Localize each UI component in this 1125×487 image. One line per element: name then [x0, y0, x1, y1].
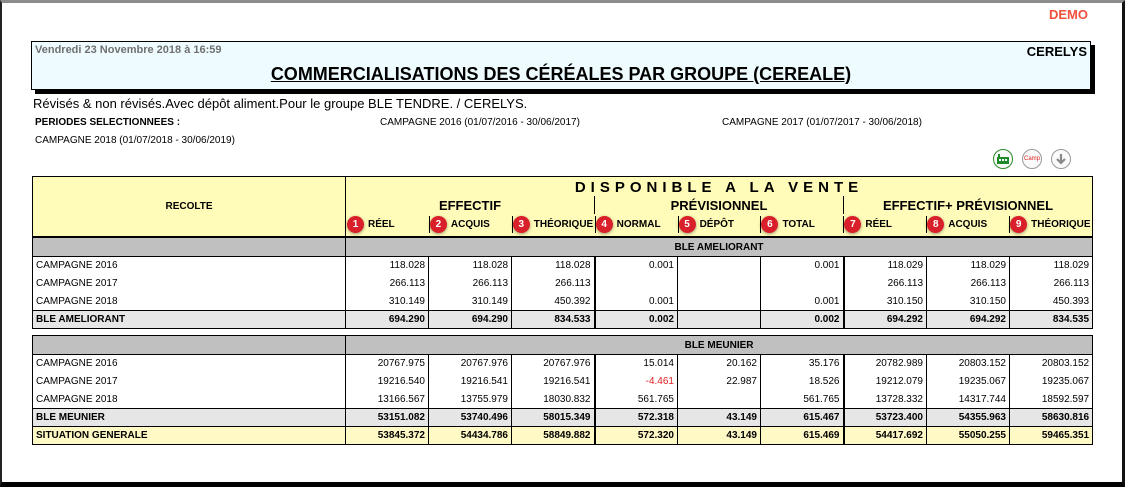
cell-value: 22.987 — [678, 373, 761, 391]
column-number-badge: 3 — [513, 216, 530, 233]
cell-value: 118.029 — [1010, 257, 1093, 275]
cell-value: 58849.882 — [512, 427, 595, 445]
column-headers — [346, 214, 1093, 236]
report-header — [31, 41, 1091, 90]
row-label: SITUATION GENERALE — [33, 427, 346, 445]
period-item: CAMPAGNE 2017 (01/07/2017 - 30/06/2018) — [722, 117, 922, 128]
recolte-header: RECOLTE — [33, 177, 346, 237]
subtotal-row — [33, 409, 1093, 427]
cell-value: 43.149 — [678, 409, 761, 427]
row-label: CAMPAGNE 2016 — [33, 257, 346, 275]
cell-value: 18030.832 — [512, 391, 595, 409]
row-label: BLE MEUNIER — [33, 409, 346, 427]
camp-label: Camp — [1023, 156, 1040, 162]
table-row — [33, 391, 1093, 409]
cell-value: 53845.372 — [346, 427, 429, 445]
cell-value: 572.320 — [595, 427, 678, 445]
cell-value: 118.028 — [512, 257, 595, 275]
cell-value: 118.029 — [844, 257, 927, 275]
cell-value: 55050.255 — [927, 427, 1010, 445]
group-header-effectif: EFFECTIF — [346, 196, 595, 214]
cell-value — [761, 275, 844, 293]
table-row — [33, 275, 1093, 293]
cell-value: 15.014 — [595, 355, 678, 373]
row-label: BLE AMELIORANT — [33, 311, 346, 329]
column-header[interactable] — [843, 216, 926, 233]
cell-value: 20767.976 — [512, 355, 595, 373]
cell-value: 20.162 — [678, 355, 761, 373]
cell-value: 18.526 — [761, 373, 844, 391]
camp-button[interactable] — [1022, 149, 1042, 169]
column-header[interactable] — [678, 216, 761, 233]
factory-button[interactable] — [993, 149, 1013, 169]
subtotal-row — [33, 311, 1093, 329]
cell-value: 54434.786 — [429, 427, 512, 445]
cell-value: 834.533 — [512, 311, 595, 329]
cell-value: 0.002 — [595, 311, 678, 329]
cell-value: 43.149 — [678, 427, 761, 445]
column-label: DÉPÔT — [699, 219, 735, 231]
cell-value: 310.150 — [844, 293, 927, 311]
cell-value — [595, 275, 678, 293]
column-label: THÉORIQUE — [1031, 219, 1091, 231]
cell-value: 0.001 — [761, 293, 844, 311]
cell-value: 18592.597 — [1010, 391, 1093, 409]
column-number-badge: 7 — [844, 216, 861, 233]
cell-value: 13755.979 — [429, 391, 512, 409]
cell-value: 615.469 — [761, 427, 844, 445]
cell-value: 450.392 — [512, 293, 595, 311]
table-row — [33, 373, 1093, 391]
column-label: ACQUIS — [948, 219, 988, 231]
cell-value: 266.113 — [429, 275, 512, 293]
cell-value: 19216.540 — [346, 373, 429, 391]
cell-value: 0.001 — [595, 257, 678, 275]
cell-value: 572.318 — [595, 409, 678, 427]
cell-value: 310.150 — [927, 293, 1010, 311]
table-row — [33, 257, 1093, 275]
cell-value: 58630.816 — [1010, 409, 1093, 427]
column-label: NORMAL — [616, 219, 661, 231]
cell-value: 118.028 — [429, 257, 512, 275]
cell-value: 694.290 — [346, 311, 429, 329]
column-number-badge: 6 — [761, 216, 778, 233]
cell-value: 13728.332 — [844, 391, 927, 409]
cell-value: 694.292 — [844, 311, 927, 329]
column-header[interactable] — [429, 216, 512, 233]
table-row — [33, 355, 1093, 373]
cell-value: 59465.351 — [1010, 427, 1093, 445]
cell-value: 20767.976 — [429, 355, 512, 373]
column-label: RÉEL — [368, 219, 395, 231]
table-header — [32, 176, 1093, 237]
cell-value — [678, 311, 761, 329]
column-header[interactable] — [346, 216, 429, 233]
cell-value: 266.113 — [1010, 275, 1093, 293]
toolbar — [993, 149, 1071, 169]
report-date: Vendredi 23 Novembre 2018 à 16:59 — [35, 44, 222, 56]
column-number-badge: 5 — [679, 216, 696, 233]
column-header[interactable] — [512, 216, 595, 233]
row-label: CAMPAGNE 2018 — [33, 391, 346, 409]
cell-value: 20803.152 — [1010, 355, 1093, 373]
cell-value: 0.002 — [761, 311, 844, 329]
cell-value: -4.461 — [595, 373, 678, 391]
column-number-badge: 4 — [596, 216, 613, 233]
cell-value: 19216.541 — [512, 373, 595, 391]
cell-value: 13166.567 — [346, 391, 429, 409]
row-label: CAMPAGNE 2018 — [33, 293, 346, 311]
company-name: CERELYS — [1026, 44, 1087, 59]
cell-value: 20782.989 — [844, 355, 927, 373]
main-header: DISPONIBLE A LA VENTE — [346, 177, 1093, 197]
cell-value: 694.292 — [927, 311, 1010, 329]
cell-value: 694.290 — [429, 311, 512, 329]
report-subtitle: Révisés & non révisés.Avec dépôt aliment.Pour le groupe BLE TENDRE. / CERELYS. — [33, 96, 528, 111]
row-label: CAMPAGNE 2016 — [33, 355, 346, 373]
section-table — [32, 237, 1093, 329]
column-number-badge: 9 — [1010, 216, 1027, 233]
cell-value: 266.113 — [346, 275, 429, 293]
cell-value: 53740.496 — [429, 409, 512, 427]
row-label: CAMPAGNE 2017 — [33, 373, 346, 391]
cell-value — [678, 293, 761, 311]
column-number-badge: 8 — [927, 216, 944, 233]
cell-value: 19212.079 — [844, 373, 927, 391]
column-label: RÉEL — [865, 219, 893, 231]
cell-value — [678, 257, 761, 275]
cell-value — [678, 275, 761, 293]
cell-value: 20803.152 — [927, 355, 1010, 373]
row-label: CAMPAGNE 2017 — [33, 275, 346, 293]
group-name: BLE MEUNIER — [346, 336, 1093, 355]
column-header[interactable] — [760, 216, 843, 233]
cell-value: 266.113 — [927, 275, 1010, 293]
cell-value: 53723.400 — [844, 409, 927, 427]
column-label: THÉORIQUE — [533, 219, 594, 231]
cell-value: 19235.067 — [1010, 373, 1093, 391]
cell-value: 54355.963 — [927, 409, 1010, 427]
column-header[interactable] — [926, 216, 1009, 233]
cell-value: 310.149 — [346, 293, 429, 311]
column-number-badge: 2 — [430, 216, 447, 233]
cell-value: 20767.975 — [346, 355, 429, 373]
grand-total-row — [33, 427, 1093, 445]
demo-watermark: DEMO — [1049, 7, 1088, 22]
cell-value: 834.535 — [1010, 311, 1093, 329]
cell-value: 0.001 — [595, 293, 678, 311]
cell-value: 58015.349 — [512, 409, 595, 427]
section-table — [32, 335, 1093, 445]
column-number-badge: 1 — [347, 216, 364, 233]
cell-value: 35.176 — [761, 355, 844, 373]
cell-value: 54417.692 — [844, 427, 927, 445]
factory-icon — [996, 153, 1010, 165]
cell-value: 0.001 — [761, 257, 844, 275]
cell-value — [678, 391, 761, 409]
group-row — [33, 336, 1093, 355]
cell-value: 118.028 — [346, 257, 429, 275]
group-name: BLE AMELIORANT — [346, 238, 1093, 257]
column-header[interactable] — [595, 216, 678, 233]
group-header-previsionnel: PRÉVISIONNEL — [595, 196, 844, 214]
period-item: CAMPAGNE 2016 (01/07/2016 - 30/06/2017) — [380, 117, 580, 128]
column-header[interactable] — [1009, 216, 1092, 233]
cell-value: 266.113 — [844, 275, 927, 293]
table-row — [33, 293, 1093, 311]
cell-value: 561.765 — [761, 391, 844, 409]
column-label: TOTAL — [782, 219, 815, 231]
group-header-effectif-previsionnel: EFFECTIF+ PRÉVISIONNEL — [844, 196, 1093, 214]
cell-value: 14317.744 — [927, 391, 1010, 409]
period-item: CAMPAGNE 2018 (01/07/2018 - 30/06/2019) — [35, 135, 235, 146]
periods-label: PERIODES SELECTIONNEES : — [35, 117, 181, 128]
cell-value: 19216.541 — [429, 373, 512, 391]
arrow-down-icon — [1055, 153, 1067, 165]
column-label: ACQUIS — [450, 219, 490, 231]
cell-value: 53151.082 — [346, 409, 429, 427]
download-button[interactable] — [1051, 149, 1071, 169]
cell-value: 19235.067 — [927, 373, 1010, 391]
cell-value: 310.149 — [429, 293, 512, 311]
cell-value: 450.393 — [1010, 293, 1093, 311]
cell-value: 118.029 — [927, 257, 1010, 275]
cell-value: 561.765 — [595, 391, 678, 409]
cell-value: 615.467 — [761, 409, 844, 427]
cell-value: 266.113 — [512, 275, 595, 293]
page-title: COMMERCIALISATIONS DES CÉRÉALES PAR GROUPE (CEREALE) — [270, 64, 852, 84]
group-row — [33, 238, 1093, 257]
